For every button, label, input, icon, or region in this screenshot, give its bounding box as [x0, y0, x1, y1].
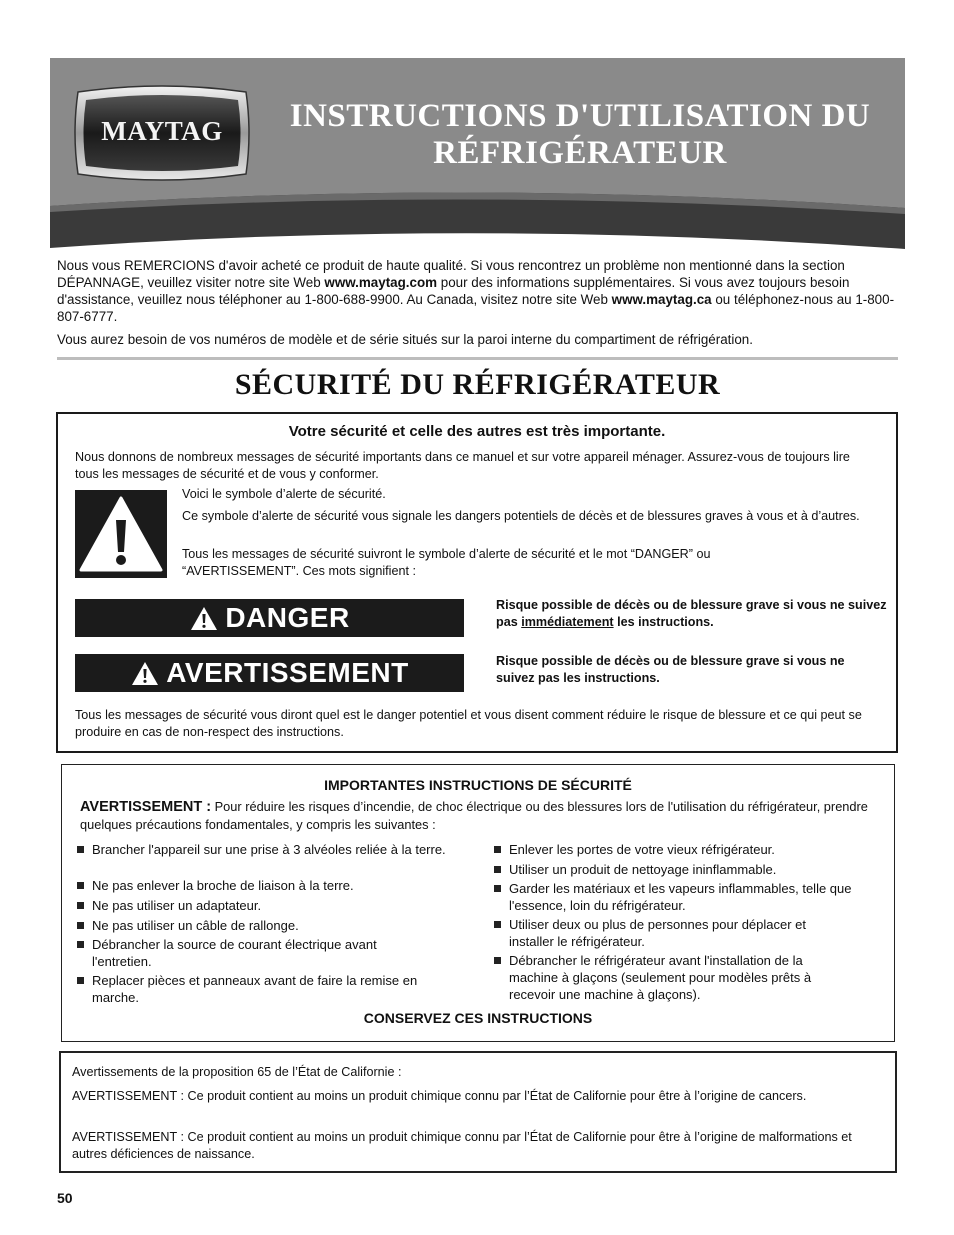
- danger-text-emphasis: immédiatement: [521, 615, 614, 629]
- danger-label: DANGER: [225, 602, 350, 633]
- instructions-list-right: [494, 841, 884, 1006]
- list-item: Débrancher le réfrigérateur avant l'installation de la machine à glaçons (seulement pour modèles prêts à recevoir une machine à glaçons).: [494, 952, 854, 1003]
- list-item: Ne pas utiliser un câble de rallonge.: [77, 917, 447, 934]
- list-item: Ne pas enlever la broche de liaison à la terre.: [77, 877, 447, 894]
- warning-triangle-icon: [130, 660, 160, 687]
- important-warning: [80, 798, 880, 833]
- symbol-desc-3: Tous les messages de sécurité suivront le symbole d’alerte de sécurité et le mot “DANGER” ou “AVERTISSEMENT”. Ces mots signifient :: [182, 547, 711, 578]
- safety-heading: Votre sécurité et celle des autres est très importante.: [288, 423, 666, 440]
- divider: [57, 357, 898, 360]
- prop65-warning-cancer: AVERTISSEMENT : Ce produit contient au moins un produit chimique connu par l’État de Californie pour être à l’origine de cancers.: [72, 1089, 807, 1103]
- intro-site-ca: www.maytag.ca: [611, 292, 712, 307]
- prop65-warning-birth: AVERTISSEMENT : Ce produit contient au moins un produit chimique connu par l’État de Californie pour être à l’origine de malformations et autres déficiences de naissance.: [72, 1130, 852, 1161]
- intro-text-c: ou téléphonez-nous au 1-800-807-6777.: [57, 292, 895, 324]
- warning-label: AVERTISSEMENT: [166, 657, 409, 688]
- list-item: Enlever les portes de votre vieux réfrigérateur.: [494, 841, 884, 858]
- keep-instructions: CONSERVEZ CES INSTRUCTIONS: [363, 1010, 593, 1026]
- list-item: Utiliser un produit de nettoyage ininflammable.: [494, 861, 884, 878]
- important-warning-text: Pour réduire les risques d’incendie, de choc électrique ou des blessures lors de l'utilisation du réfrigérateur, prendre quelques précautions fondamentales, y compris les suivantes :: [80, 799, 868, 832]
- instructions-list-left: [77, 841, 449, 1011]
- important-warning-label: AVERTISSEMENT :: [80, 799, 212, 815]
- header-title-line2: RÉFRIGÉRATEUR: [433, 135, 727, 171]
- page-header-title: [270, 98, 890, 172]
- prop65-heading: Avertissements de la proposition 65 de l’État de Californie :: [72, 1065, 402, 1079]
- danger-banner: [75, 599, 464, 637]
- intro-site-us: www.maytag.com: [324, 275, 438, 290]
- intro-paragraph: [57, 257, 899, 325]
- list-item: Débrancher la source de courant électrique avant l'entretien.: [77, 936, 422, 970]
- safety-intro: Nous donnons de nombreux messages de sécurité importants dans ce manuel et sur votre appareil ménager. Assurez-vous de toujours lire tous les messages de sécurité et de vous y conformer.: [75, 450, 850, 481]
- warning-description: Risque possible de décès ou de blessure grave si vous ne suivez pas les instructions.: [496, 654, 845, 685]
- logo-wordmark: MAYTAG: [101, 116, 223, 146]
- header-title-line1: INSTRUCTIONS D'UTILISATION DU: [289, 98, 871, 134]
- warning-triangle-icon: [189, 605, 219, 632]
- important-title: IMPORTANTES INSTRUCTIONS DE SÉCURITÉ: [324, 777, 632, 793]
- maytag-logo: [72, 84, 252, 182]
- danger-description: [496, 597, 894, 631]
- list-item: Garder les matériaux et les vapeurs inflammables, telle que l'essence, loin du réfrigérateur.: [494, 880, 884, 914]
- list-item: Brancher l'appareil sur une prise à 3 alvéoles reliée à la terre.: [77, 841, 447, 858]
- symbol-desc-2: Ce symbole d’alerte de sécurité vous signale les dangers potentiels de décès et de blessures graves à vous et à d’autres.: [182, 509, 860, 523]
- warning-banner: [75, 654, 464, 692]
- page-number: 50: [57, 1190, 73, 1206]
- model-serial-note: Vous aurez besoin de vos numéros de modèle et de série situés sur la paroi interne du compartiment de réfrigération.: [57, 332, 753, 347]
- intro-text-a: Nous vous REMERCIONS d'avoir acheté ce produit de haute qualité. Si vous rencontrez un problème non mentionné dans la section DÉPANNAGE, veuillez visiter notre site Web: [57, 258, 845, 290]
- header-swoosh: [50, 192, 905, 252]
- symbol-desc-1: Voici le symbole d’alerte de sécurité.: [182, 487, 386, 501]
- safety-footer: Tous les messages de sécurité vous diront quel est le danger potentiel et vous disent comment réduire le risque de blessure et ce qui peut se produire en cas de non-respect des instructions.: [75, 708, 862, 739]
- intro-text-b: pour des informations supplémentaires. Si vous avez toujours besoin d'assistance, veuillez nous téléphoner au 1-800-688-9900. Au Canada, visitez notre site Web: [57, 275, 850, 307]
- section-title: SÉCURITÉ DU RÉFRIGÉRATEUR: [234, 368, 721, 401]
- list-item: Ne pas utiliser un adaptateur.: [77, 897, 447, 914]
- safety-alert-symbol: [75, 490, 167, 578]
- danger-text-a: Risque possible de décès ou de blessure grave si vous ne suivez pas: [496, 598, 887, 629]
- list-item: Utiliser deux ou plus de personnes pour déplacer et installer le réfrigérateur.: [494, 916, 849, 950]
- danger-text-b: les instructions.: [613, 615, 714, 629]
- list-item: Replacer pièces et panneaux avant de faire la remise en marche.: [77, 972, 452, 1006]
